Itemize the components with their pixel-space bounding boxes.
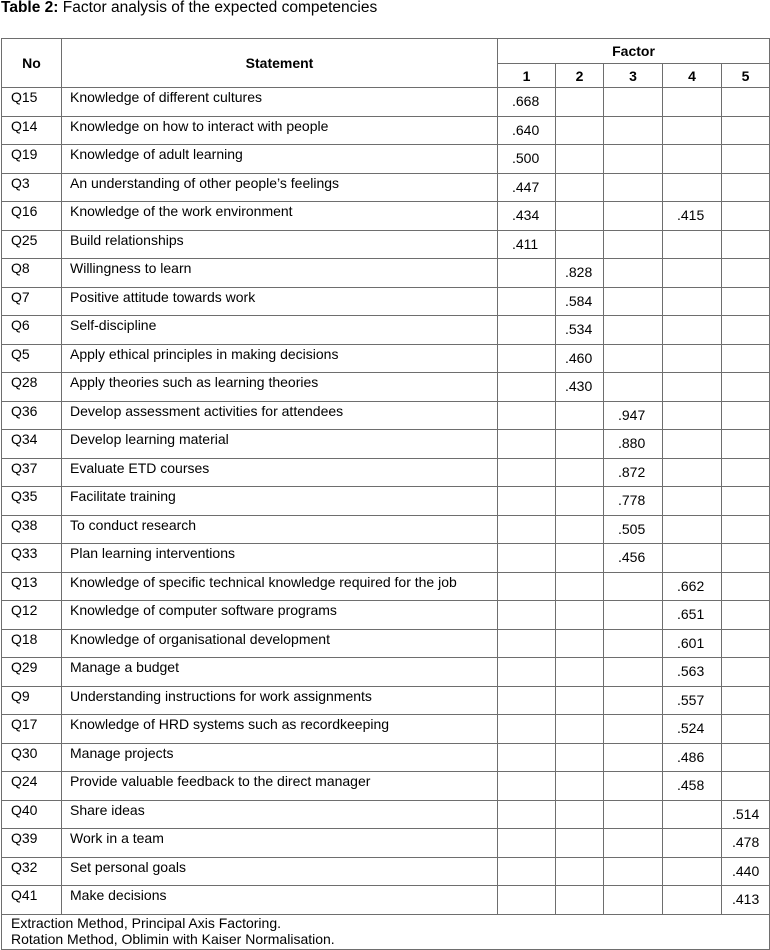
table-row	[2, 772, 770, 801]
item-number: Q37	[2, 458, 62, 487]
factor-3-loading	[604, 658, 663, 687]
factor-1-loading	[498, 544, 556, 573]
factor-1-loading	[498, 487, 556, 516]
item-statement: Set personal goals	[62, 857, 498, 886]
factor-5-loading	[722, 743, 770, 772]
factor-3-loading	[604, 202, 663, 231]
factor-4-loading	[663, 800, 722, 829]
factor-2-loading: .430	[556, 373, 604, 402]
table-row	[2, 800, 770, 829]
factor-4-loading	[663, 344, 722, 373]
factor-3-loading	[604, 886, 663, 915]
factor-4-loading	[663, 401, 722, 430]
factor-2-loading	[556, 743, 604, 772]
factor-3-loading	[604, 829, 663, 858]
factor-2-loading	[556, 629, 604, 658]
factor-5-loading	[722, 287, 770, 316]
factor-1-loading	[498, 715, 556, 744]
table-row	[2, 658, 770, 687]
factor-5-loading	[722, 772, 770, 801]
item-number: Q18	[2, 629, 62, 658]
table-row	[2, 344, 770, 373]
factor-2-loading	[556, 715, 604, 744]
item-statement: Develop learning material	[62, 430, 498, 459]
factor-1-loading	[498, 886, 556, 915]
factor-4-loading	[663, 88, 722, 117]
table-row	[2, 401, 770, 430]
factor-3-loading	[604, 145, 663, 174]
factor-4-loading: .415	[663, 202, 722, 231]
factor-4-loading	[663, 829, 722, 858]
factor-4-loading: .662	[663, 572, 722, 601]
item-statement: Knowledge of specific technical knowledge required for the job	[62, 572, 498, 601]
factor-5-loading	[722, 544, 770, 573]
factor-3-loading	[604, 344, 663, 373]
factor-5-loading	[722, 88, 770, 117]
factor-4-loading	[663, 886, 722, 915]
factor-2-loading	[556, 116, 604, 145]
factor-4-loading	[663, 116, 722, 145]
factor-2-loading	[556, 686, 604, 715]
factor-5-loading: .440	[722, 857, 770, 886]
table-row	[2, 686, 770, 715]
factor-1-loading: .668	[498, 88, 556, 117]
factor-2-loading	[556, 173, 604, 202]
item-statement: Facilitate training	[62, 487, 498, 516]
item-number: Q15	[2, 88, 62, 117]
table-caption	[1, 0, 377, 17]
table-row	[2, 629, 770, 658]
item-statement: An understanding of other people’s feelings	[62, 173, 498, 202]
factor-1-loading	[498, 344, 556, 373]
factor-5-loading	[722, 515, 770, 544]
factor-5-loading	[722, 430, 770, 459]
table-footnote	[2, 914, 770, 949]
item-statement: Provide valuable feedback to the direct manager	[62, 772, 498, 801]
factor-4-loading	[663, 173, 722, 202]
factor-5-loading	[722, 686, 770, 715]
factor-4-loading	[663, 430, 722, 459]
item-number: Q33	[2, 544, 62, 573]
factor-4-loading	[663, 544, 722, 573]
table-row	[2, 88, 770, 117]
item-number: Q30	[2, 743, 62, 772]
factor-5-loading: .413	[722, 886, 770, 915]
item-number: Q41	[2, 886, 62, 915]
factor-5-loading	[722, 344, 770, 373]
item-number: Q32	[2, 857, 62, 886]
factor-5-loading	[722, 401, 770, 430]
item-statement: Develop assessment activities for attendees	[62, 401, 498, 430]
item-number: Q34	[2, 430, 62, 459]
factor-1-loading	[498, 316, 556, 345]
factor-5-loading	[722, 173, 770, 202]
table-row	[2, 829, 770, 858]
factor-3-loading	[604, 316, 663, 345]
item-number: Q8	[2, 259, 62, 288]
factor-3-loading: .872	[604, 458, 663, 487]
factor-1-loading: .411	[498, 230, 556, 259]
factor-1-loading	[498, 458, 556, 487]
factor-2-loading	[556, 88, 604, 117]
item-statement: Apply ethical principles in making decisions	[62, 344, 498, 373]
item-number: Q24	[2, 772, 62, 801]
item-statement: Plan learning interventions	[62, 544, 498, 573]
factor-3-loading	[604, 743, 663, 772]
item-statement: To conduct research	[62, 515, 498, 544]
factor-5-loading	[722, 629, 770, 658]
factor-5-loading	[722, 202, 770, 231]
factor-5-loading	[722, 230, 770, 259]
factor-4-loading: .524	[663, 715, 722, 744]
table-row	[2, 145, 770, 174]
factor-3-loading	[604, 287, 663, 316]
factor-3-loading	[604, 173, 663, 202]
factor-2-loading: .828	[556, 259, 604, 288]
factor-3-loading	[604, 629, 663, 658]
table-row	[2, 572, 770, 601]
factor-2-loading: .534	[556, 316, 604, 345]
table-row	[2, 857, 770, 886]
factor-5-loading	[722, 658, 770, 687]
factor-5-loading	[722, 145, 770, 174]
factor-3-loading: .947	[604, 401, 663, 430]
table-row	[2, 886, 770, 915]
factor-4-loading	[663, 515, 722, 544]
item-statement: Manage projects	[62, 743, 498, 772]
factor-4-loading	[663, 287, 722, 316]
table-row	[2, 116, 770, 145]
item-number: Q25	[2, 230, 62, 259]
factor-4-loading: .557	[663, 686, 722, 715]
header-factor-2: 2	[556, 64, 604, 88]
item-number: Q28	[2, 373, 62, 402]
factor-2-loading	[556, 544, 604, 573]
factor-analysis-table	[1, 38, 770, 950]
table-row	[2, 259, 770, 288]
factor-4-loading	[663, 487, 722, 516]
factor-2-loading	[556, 829, 604, 858]
factor-1-loading	[498, 800, 556, 829]
item-statement: Willingness to learn	[62, 259, 498, 288]
table-row	[2, 715, 770, 744]
item-number: Q7	[2, 287, 62, 316]
header-factor: Factor	[498, 39, 770, 64]
item-statement: Understanding instructions for work assignments	[62, 686, 498, 715]
factor-1-loading	[498, 515, 556, 544]
table-row	[2, 202, 770, 231]
factor-2-loading	[556, 401, 604, 430]
item-number: Q17	[2, 715, 62, 744]
factor-1-loading	[498, 287, 556, 316]
item-statement: Knowledge of HRD systems such as recordkeeping	[62, 715, 498, 744]
factor-4-loading: .458	[663, 772, 722, 801]
factor-5-loading	[722, 259, 770, 288]
factor-3-loading: .456	[604, 544, 663, 573]
item-number: Q5	[2, 344, 62, 373]
factor-3-loading	[604, 857, 663, 886]
factor-4-loading: .486	[663, 743, 722, 772]
table-row	[2, 487, 770, 516]
factor-3-loading	[604, 800, 663, 829]
factor-1-loading	[498, 686, 556, 715]
header-factor-4: 4	[663, 64, 722, 88]
table-row	[2, 544, 770, 573]
factor-4-loading	[663, 857, 722, 886]
factor-2-loading	[556, 658, 604, 687]
factor-3-loading	[604, 772, 663, 801]
item-statement: Knowledge on how to interact with people	[62, 116, 498, 145]
factor-1-loading	[498, 829, 556, 858]
factor-2-loading	[556, 487, 604, 516]
factor-2-loading	[556, 515, 604, 544]
item-number: Q35	[2, 487, 62, 516]
factor-1-loading	[498, 772, 556, 801]
factor-2-loading	[556, 430, 604, 459]
table-row	[2, 173, 770, 202]
factor-3-loading	[604, 88, 663, 117]
factor-3-loading	[604, 373, 663, 402]
item-statement: Build relationships	[62, 230, 498, 259]
factor-2-loading: .460	[556, 344, 604, 373]
factor-1-loading	[498, 373, 556, 402]
factor-5-loading	[722, 572, 770, 601]
factor-2-loading	[556, 145, 604, 174]
table-row	[2, 373, 770, 402]
factor-1-loading: .447	[498, 173, 556, 202]
factor-1-loading	[498, 430, 556, 459]
item-number: Q14	[2, 116, 62, 145]
table-row	[2, 316, 770, 345]
factor-2-loading	[556, 800, 604, 829]
factor-4-loading: .601	[663, 629, 722, 658]
factor-1-loading	[498, 857, 556, 886]
item-number: Q40	[2, 800, 62, 829]
factor-3-loading: .880	[604, 430, 663, 459]
factor-1-loading: .434	[498, 202, 556, 231]
item-number: Q39	[2, 829, 62, 858]
table-row	[2, 601, 770, 630]
header-no: No	[2, 39, 62, 88]
factor-4-loading	[663, 230, 722, 259]
item-number: Q29	[2, 658, 62, 687]
item-number: Q36	[2, 401, 62, 430]
footnote-rotation: Rotation Method, Oblimin with Kaiser Normalisation.	[11, 930, 335, 947]
factor-2-loading	[556, 572, 604, 601]
item-statement: Work in a team	[62, 829, 498, 858]
item-statement: Positive attitude towards work	[62, 287, 498, 316]
header-statement: Statement	[62, 39, 498, 88]
factor-4-loading: .563	[663, 658, 722, 687]
factor-3-loading: .505	[604, 515, 663, 544]
table-caption-label: Table 2:	[1, 0, 59, 16]
factor-1-loading	[498, 572, 556, 601]
item-number: Q9	[2, 686, 62, 715]
table-header	[2, 39, 770, 88]
factor-1-loading: .500	[498, 145, 556, 174]
item-number: Q16	[2, 202, 62, 231]
factor-1-loading	[498, 743, 556, 772]
factor-2-loading	[556, 458, 604, 487]
header-factor-5: 5	[722, 64, 770, 88]
factor-4-loading	[663, 145, 722, 174]
item-statement: Self-discipline	[62, 316, 498, 345]
factor-5-loading	[722, 373, 770, 402]
factor-4-loading	[663, 316, 722, 345]
item-statement: Share ideas	[62, 800, 498, 829]
factor-4-loading: .651	[663, 601, 722, 630]
item-statement: Knowledge of adult learning	[62, 145, 498, 174]
table-row	[2, 743, 770, 772]
item-statement: Evaluate ETD courses	[62, 458, 498, 487]
factor-2-loading: .584	[556, 287, 604, 316]
factor-1-loading	[498, 629, 556, 658]
item-statement: Knowledge of computer software programs	[62, 601, 498, 630]
table-body	[2, 88, 770, 915]
table-row	[2, 515, 770, 544]
factor-5-loading	[722, 458, 770, 487]
table-row	[2, 458, 770, 487]
item-number: Q38	[2, 515, 62, 544]
factor-4-loading	[663, 373, 722, 402]
factor-2-loading	[556, 886, 604, 915]
factor-5-loading: .478	[722, 829, 770, 858]
factor-2-loading	[556, 601, 604, 630]
factor-1-loading	[498, 658, 556, 687]
factor-5-loading	[722, 316, 770, 345]
item-statement: Knowledge of organisational development	[62, 629, 498, 658]
factor-3-loading	[604, 715, 663, 744]
item-statement: Knowledge of different cultures	[62, 88, 498, 117]
factor-3-loading	[604, 116, 663, 145]
factor-3-loading: .778	[604, 487, 663, 516]
item-statement: Make decisions	[62, 886, 498, 915]
table-footer	[2, 914, 770, 949]
factor-2-loading	[556, 857, 604, 886]
factor-5-loading: .514	[722, 800, 770, 829]
factor-2-loading	[556, 772, 604, 801]
factor-3-loading	[604, 259, 663, 288]
factor-1-loading	[498, 259, 556, 288]
item-statement: Knowledge of the work environment	[62, 202, 498, 231]
table-row	[2, 287, 770, 316]
item-number: Q6	[2, 316, 62, 345]
table-row	[2, 230, 770, 259]
factor-2-loading	[556, 202, 604, 231]
factor-1-loading	[498, 401, 556, 430]
item-statement: Manage a budget	[62, 658, 498, 687]
factor-3-loading	[604, 601, 663, 630]
factor-5-loading	[722, 116, 770, 145]
header-factor-1: 1	[498, 64, 556, 88]
item-number: Q19	[2, 145, 62, 174]
factor-3-loading	[604, 686, 663, 715]
factor-5-loading	[722, 487, 770, 516]
factor-4-loading	[663, 259, 722, 288]
item-statement: Apply theories such as learning theories	[62, 373, 498, 402]
table-caption-text: Factor analysis of the expected competencies	[58, 0, 378, 16]
factor-5-loading	[722, 601, 770, 630]
factor-1-loading: .640	[498, 116, 556, 145]
item-number: Q13	[2, 572, 62, 601]
item-number: Q3	[2, 173, 62, 202]
table-row	[2, 430, 770, 459]
footnote-extraction: Extraction Method, Principal Axis Factoring.	[11, 914, 282, 931]
item-number: Q12	[2, 601, 62, 630]
factor-3-loading	[604, 572, 663, 601]
factor-1-loading	[498, 601, 556, 630]
factor-3-loading	[604, 230, 663, 259]
header-factor-3: 3	[604, 64, 663, 88]
factor-2-loading	[556, 230, 604, 259]
factor-5-loading	[722, 715, 770, 744]
factor-4-loading	[663, 458, 722, 487]
